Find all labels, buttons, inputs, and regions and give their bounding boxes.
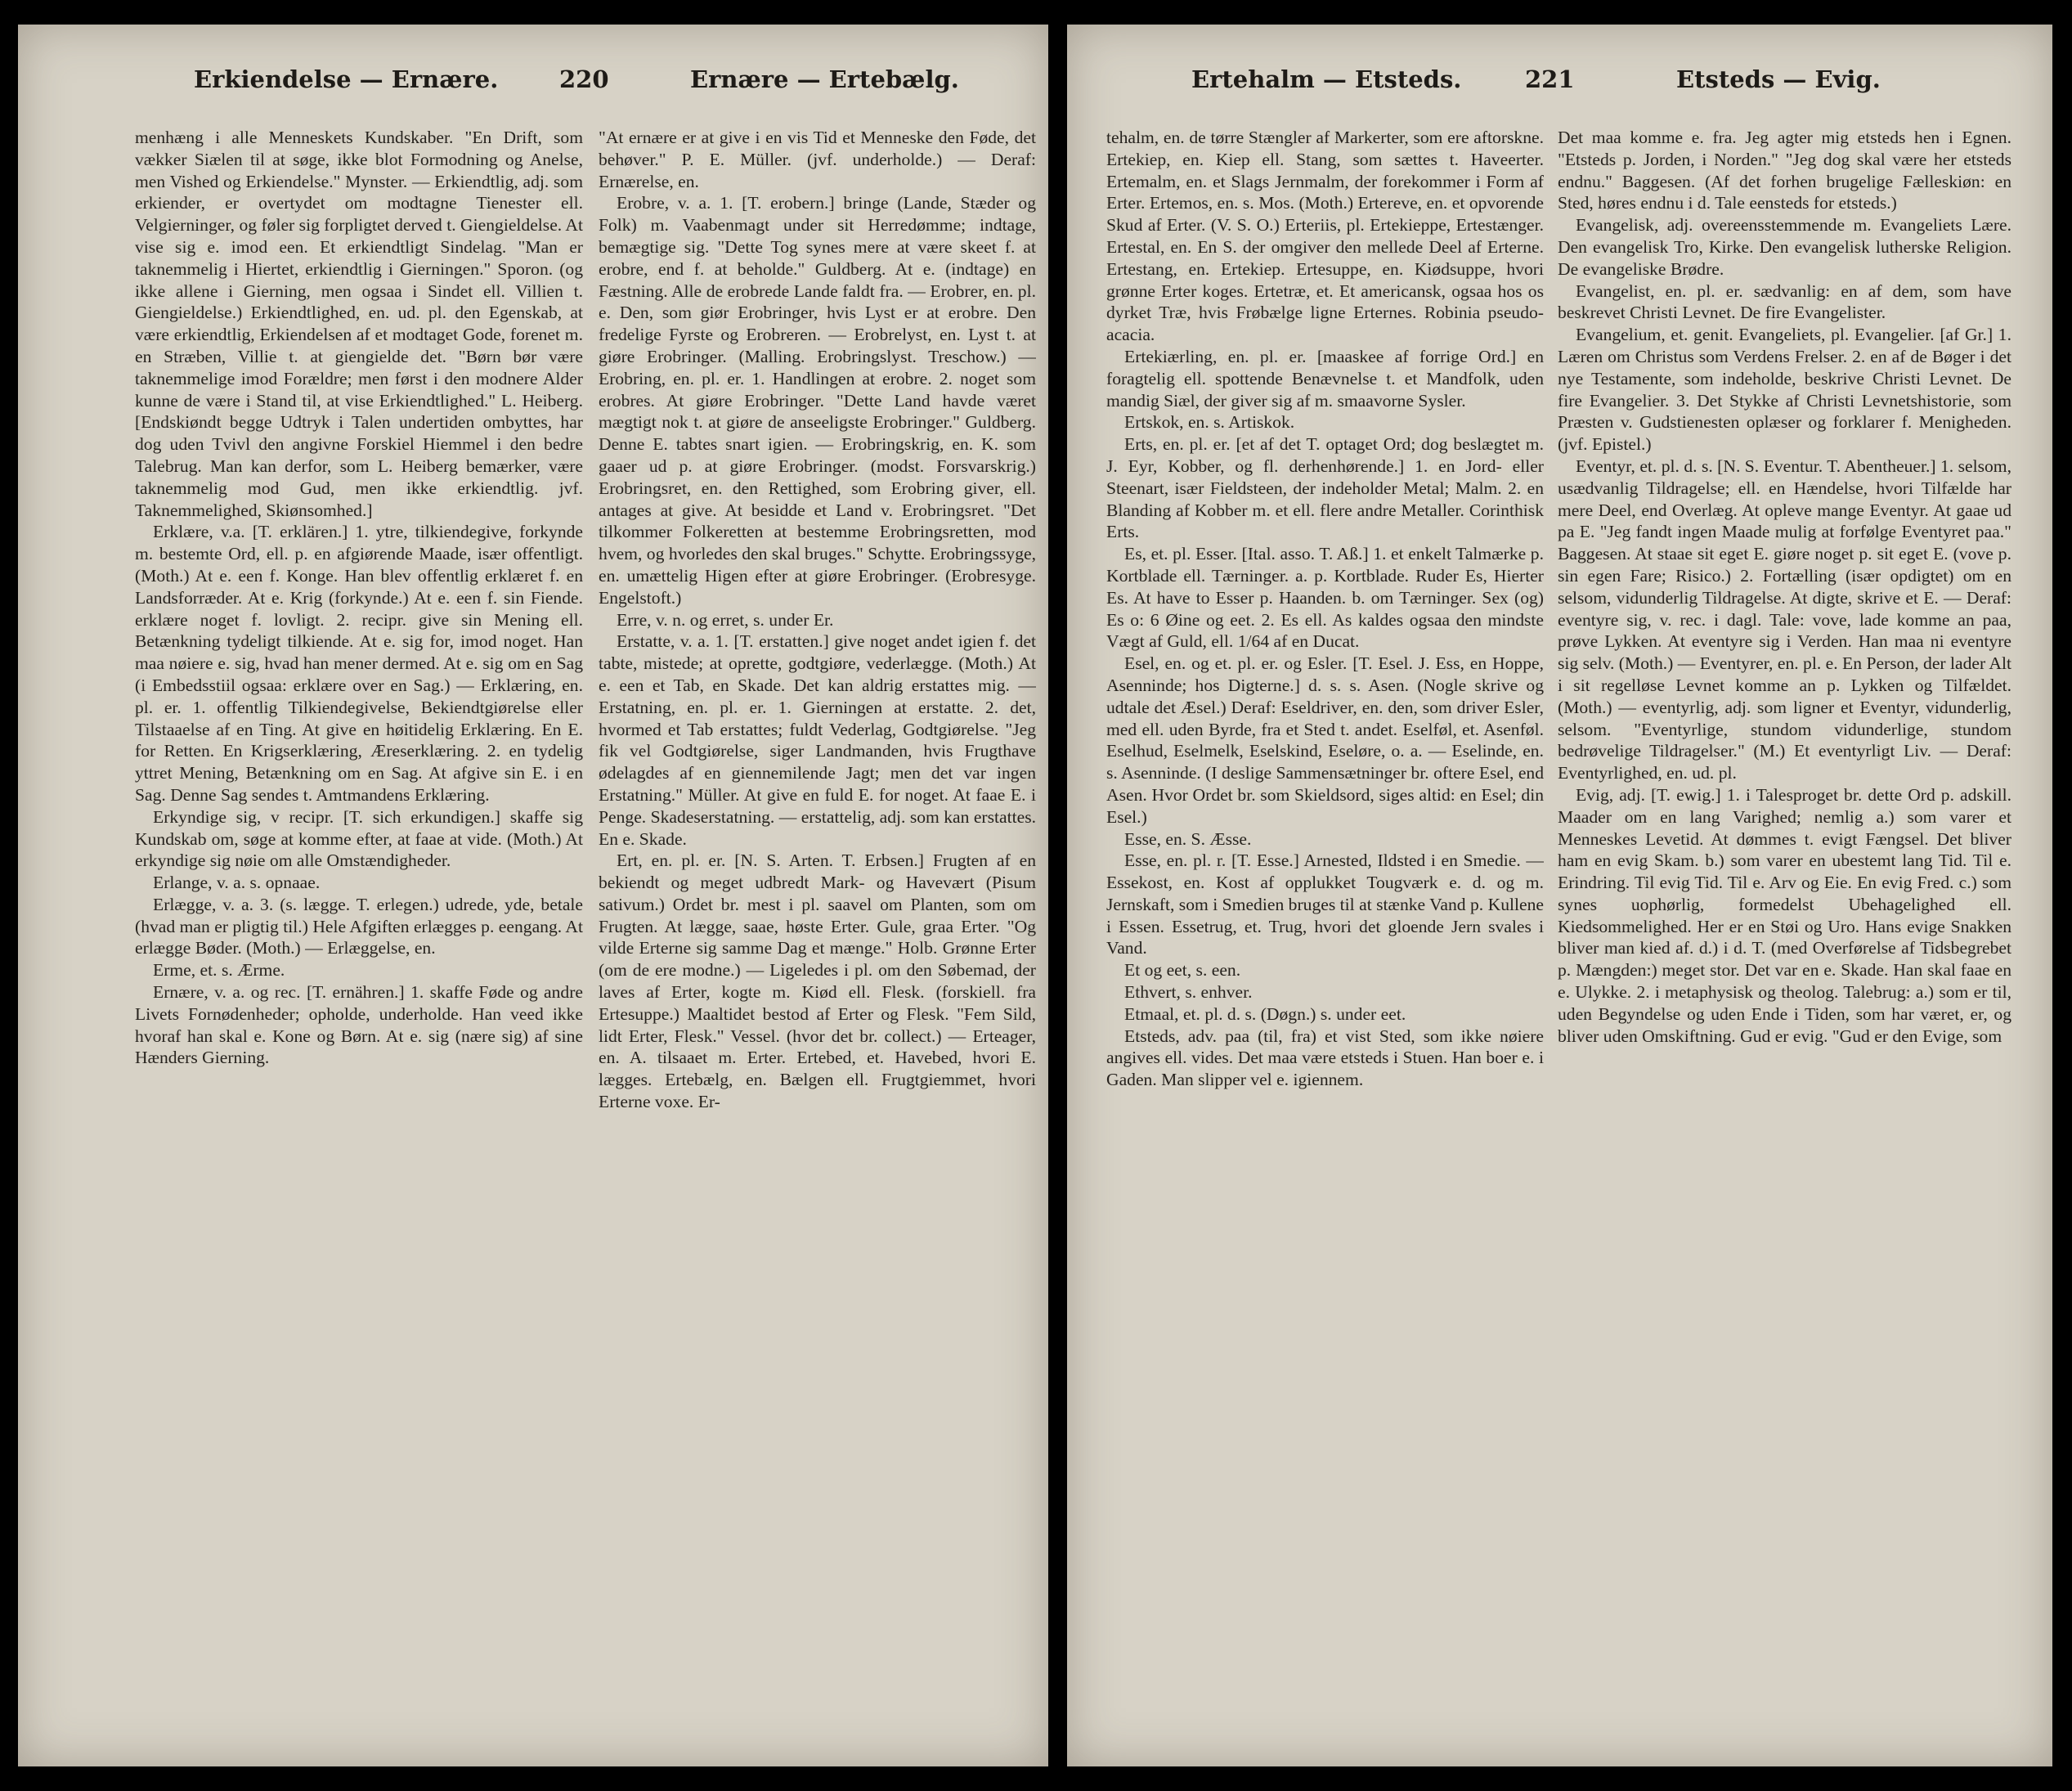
entry-paragraph: Det maa komme e. fra. Jeg agter mig etsteds hen i Egnen. "Etsteds p. Jorden, i Norden." "Jeg dog skal være her etsteds endnu." Baggesen. (Af det forhen brugelige Fælleskiøn: en Sted, høres endnu i d. Tale eensteds for etsteds.) bbox=[1558, 128, 2011, 213]
right-guide-word: Ernære — Ertebælg. bbox=[690, 65, 959, 93]
entry-paragraph: Erlægge, v. a. 3. (s. lægge. T. erlegen.) udrede, yde, betale (hvad man er pligtig til.) Hele Afgiften erlægges p. eengang. At erlægge Bøder. (Moth.) — Erlæggelse, en. bbox=[135, 894, 583, 958]
entry-paragraph: Erstatte, v. a. 1. [T. erstatten.] give noget andet igien f. det tabte, mistede; at oprette, godtgiøre, vederlægge. (Moth.) At e. een et Tab, en Skade. Det kan aldrig erstattes mig. — Erstatning, en. pl. er. 1. Gierningen at erstatte. 2. det, hvormed et Tab erstattes; fuldt Vederlag, Godtgiørelse. "Jeg fik vel Godtgiørelse, siger Landmanden, hvis Frugthave ødelagdes af en giennemilende Jagt; men det var ingen Erstatning." Müller. At give en fuld E. for noget. At faae E. i Penge. Skadeserstatning. — erstattelig, adj. som kan erstattes. En e. Skade. bbox=[599, 631, 1036, 849]
right-guide-word: Etsteds — Evig. bbox=[1676, 65, 1881, 93]
entry-paragraph: Evig, adj. [T. ewig.] 1. i Talesproget br. dette Ord p. adskill. Maader om en lang Varighed; nemlig a.) som varer et Menneskes Levetid. At dømmes t. evigt Fængsel. Det bliver ham en evig Skam. b.) som varer en ubestemt lang Tid. Til e. Erindring. Til evig Tid. Til e. Arv og Eie. En evig Fred. c.) som synes uophørlig, formedelst Ubehagelighed ell. Kiedsommelighed. Her er en Støi og Uro. Hans evige Snakken bliver man kied af. d.) i d. T. (med Overførelse af Tidsbegrebet p. Mængden:) meget stor. Det var en e. Skade. Han skal faae en e. Ulykke. 2. i metaphysisk og theolog. Talebrug: a.) som er til, uden Begyndelse og uden Ende i Tiden, som har været, er, og bliver uden Omskiftning. Gud er evig. "Gud er den Evige, som bbox=[1558, 784, 2011, 1046]
entry-paragraph: tehalm, en. de tørre Stængler af Markerter, som ere aftorsknе. Ertekiep, en. Kiep ell. Stang, som sættes t. Haveerter. Ertemalm, en. et Slags Jernmalm, der forekommer i Form af Erter. Ertemos, en. s. Mos. (Moth.) Ertereve, en. et opvorende Skud af Erter. (V. S. O.) Erteriis, pl. Ertekieppe, Ertestænger. Ertestal, en. En S. der omgiver den mellede Deel af Erterne. Ertestang, en. Ertekiep. Ertesuppe, en. Kiødsuppe, hvori grønne Erter koges. Ertetræ, et. Et americansk, ogsaa hos os dyrket Træ, hvis Frøbælge ligne Erternes. Robinia pseudo-acacia. bbox=[1106, 128, 1544, 345]
entry-paragraph: Erkyndige sig, v recipr. [T. sich erkundigen.] skaffe sig Kundskab om, søge at komme efter, at faae at vide. (Moth.) At erkyndige sig nøie om alle Omstændigheder. bbox=[135, 806, 583, 871]
entry-paragraph: Ethvert, s. enhver. bbox=[1124, 982, 1253, 1003]
entry-paragraph: Es, et. pl. Esser. [Ital. asso. T. Aß.] 1. et enkelt Talmærke p. Kortblade ell. Tærninger. a. p. Kortblade. Ruder Es, Hierter Es. At have to Esser p. Haanden. b. om Tærninger. Sex (og) Es o: 6 Øine og eet. 2. Es ell. As kaldes ogsaa den mindste Vægt af Guld, ell. 1/64 af en Ducat. bbox=[1106, 544, 1544, 652]
entry-paragraph: Ertskok, en. s. Artiskok. bbox=[1124, 412, 1295, 433]
right-column-2 bbox=[1558, 127, 2011, 1746]
entry-paragraph: Eventyr, et. pl. d. s. [N. S. Eventur. T. Abentheuer.] 1. selsom, usædvanlig Tildragelse; ell. en Hændelse, hvori Tilfælde har mere Deel, end Overlæg. At opleve mange Eventyr. At gaae ud pa E. "Jeg fandt ingen Maade mulig at forfølge Eventyret paa." Baggesen. At staae sit eget E. giøre noget p. sit eget E. (vove p. sin egen Fare; Risico.) 2. Fortælling (især opdigtet) om en selsom, vidunderlig Tildragelse. At digte, skrive et E. — Deraf: eventyre sig, v. rec. i dagl. Tale: vove, lade komme an paa, prøve Lykken. At eventyre sig i Verden. Han maa ni eventyre sig selv. (Moth.) — Eventyrer, en. pl. e. En Person, der lader Alt i sit regelløse Levnet komme an p. Lykken og Tilfældet. (Moth.) — eventyrlig, adj. som ligner et Eventyr, vidunderlig, selsom. "Eventyrlige, stundom vidunderlige, stundom bedrøvelige Tildragelser." (M.) Et eventyrligt Liv. — Deraf: Eventyrlighed, en. ud. pl. bbox=[1558, 456, 2011, 783]
entry-paragraph: menhæng i alle Menneskets Kundskaber. "En Drift, som vækker Siælen til at søge, ikke blot Formodning og Anelse, men Vished og Erkiendelse." Mynster. — Erkiendtlig, adj. som erkiender, er overtydet om modtagne Tienester ell. Velgierninger, og føler sig forpligtet derved t. Giengieldelse. At vise sig e. imod een. Et erkiendtligt Sindelag. "Man er taknemmelig i Hiertet, erkiendtlig i Gierningen." Sporon. (og ikke allene i Gierning, men ogsaa i Sindet ell. Villien t. Giengieldelse.) Erkiendtlighed, en. ud. pl. den Egenskab, at være erkiendtlig, Erkiendelsen af et modtaget Gode, forenet m. en Stræben, Villie t. at giengielde det. "Børn bør være taknemmelige imod Forældre; men først i den modnere Alder kunne de være i Stand til, at vise Erkiendtlighed." L. Heiberg. [Endskiøndt begge Udtryk i Talen undertiden ombyttes, har dog uden Tvivl den angivne Forskiel Hiemmel i den bedre Talebrug. Man kan derfor, som L. Heiberg bemærker, være taknemmelig mod Gud, men ikke erkiendtlig. jvf. Taknemmelighed, Skiønsomhed.] bbox=[135, 128, 583, 520]
entry-paragraph: Etsteds, adv. paa (til, fra) et vist Sted, som ikke nøiere angives ell. vides. Det maa være etsteds i Stuen. Han boer e. i Gaden. Man slipper vel e. igiennem. bbox=[1106, 1026, 1544, 1090]
entry-paragraph: Ertekiærling, en. pl. er. [maaskee af forrige Ord.] en foragtelig ell. spottende Benævnelse t. et Mandfolk, uden mandig Siæl, der giver sig af m. smaavorne Sysler. bbox=[1106, 346, 1544, 411]
entry-paragraph: Esel, en. og et. pl. er. og Esler. [T. Esel. J. Ess, en Hoppe, Asenninde; hos Digterne.] d. s. s. Asen. (Nogle skrive og udtale det Æsel.) Deraf: Eseldriver, en. den, som driver Esler, med ell. uden Byrde, fra et Sted t. andet. Eselføl, et. Asenføl. Eselhud, Eselmelk, Eselskind, Eseløre, o. a. — Eselinde, en. s. Asenninde. (I deslige Sammensætninger br. oftere Esel, end Asen. Hvor Ordet br. som Skieldsord, siges altid: en Esel; din Esel.) bbox=[1106, 653, 1544, 827]
entry-paragraph: Erme, et. s. Ærme. bbox=[153, 960, 285, 981]
entry-paragraph: "At ernære er at give i en vis Tid et Menneske den Føde, det behøver." P. E. Müller. (jvf. underholde.) — Deraf: Ernærelse, en. bbox=[599, 128, 1036, 191]
entry-paragraph: Erre, v. n. og erret, s. under Er. bbox=[617, 609, 834, 630]
entry-paragraph: Evangelisk, adj. overeensstemmende m. Evangeliets Lære. Den evangelisk Tro, Kirke. Den evangelisk lutherske Religion. De evangeliske Brødre. bbox=[1558, 215, 2011, 279]
right-column-1 bbox=[1106, 127, 1544, 1746]
left-column-2 bbox=[599, 127, 1036, 1746]
entry-paragraph: Ert, en. pl. er. [N. S. Arten. T. Erbsen.] Frugten af en bekiendt og meget udbredt Mark- og Havevært (Pisum sativum.) Ordet br. mest i pl. saavel om Planten, som om Frugten. At lægge, saae, høste Erter. Gule, graa Erter. "Og vilde Erterne sig samme Dag et mænge." Holb. Grønne Erter (om de ere modne.) — Ligeledes i pl. om den Søbemad, der laves af Erter, kogte m. Kiød ell. Flesk. (forskiell. fra Ertesuppe.) Maaltidet bestod af Erter og Flesk. "Fem Sild, lidt Erter, Flesk." Vessel. (hvor det br. collect.) — Erteager, en. A. tilsaaet m. Erter. Ertebed, et. Havebed, hvori E. lægges. Ertebælg, en. Bælgen ell. Frugtgiemmet, hvori Erterne voxe. Er- bbox=[599, 851, 1036, 1112]
entry-paragraph: Erlange, v. a. s. opnaae. bbox=[153, 873, 321, 893]
entry-paragraph: Erklære, v.a. [T. erklären.] 1. ytre, tilkiendegive, forkynde m. bestemte Ord, ell. p. en afgiørende Maade, især offentligt. (Moth.) At e. een f. Konge. Han blev offentlig erklæret f. en Landsforræder. At e. Krig (forkynde.) At e. een f. sin Fiende. erklære noget f. lovligt. 2. recipr. give sin Mening ell. Betænkning tydeligt tilkiende. At e. sig for, imod noget. Han maa nøiere e. sig, hvad han mener dermed. At e. sig om en Sag (i Embedsstiil ogsaa: erklære over en Sag.) — Erklæring, en. pl. er. 1. offentlig Tilkiendegivelse, Bekiendtgiørelse eller Tilstaaelse af en Ting. At give en høitidelig Erklæring. En E. for Retten. En Krigserklæring, Æreserklæring. 2. en tydelig yttret Mening, Betænkning om en Sag. At afgive sin E. i en Sag. Denne Sag sendes t. Amtmandens Erklæring. bbox=[135, 522, 583, 805]
left-column-1 bbox=[135, 127, 583, 1746]
entry-paragraph: Evangelium, et. genit. Evangeliets, pl. Evangelier. [af Gr.] 1. Læren om Christus som Verdens Frelser. 2. en af de Bøger i det nye Testamente, som indeholde, beskrive Christi Levnet. De fire Evangelier. 3. Det Stykke af Christi Levnetshistorie, som Præsten v. Gudstienesten oplæser og forklarer f. Menigheden. (jvf. Epistel.) bbox=[1558, 325, 2011, 455]
entry-paragraph: Esse, en. S. Æsse. bbox=[1124, 828, 1252, 849]
entry-paragraph: Et og eet, s. een. bbox=[1124, 960, 1241, 981]
right-running-head bbox=[1067, 65, 2052, 114]
entry-paragraph: Esse, en. pl. r. [T. Esse.] Arnested, Ildsted i en Smedie. — Essekost, en. Kost af opplukket Tougværk e. d. og m. Jernskaft, som i Smedien bruges til at stænke Vand p. Kullene i Essen. Essetrug, et. Trug, hvori det gloende Jern svales i Vand. bbox=[1106, 851, 1544, 958]
left-running-head bbox=[18, 65, 1048, 114]
entry-paragraph: Evangelist, en. pl. er. sædvanlig: en af dem, som have beskrevet Christi Levnet. De fire Evangelister. bbox=[1558, 281, 2011, 323]
left-page bbox=[18, 25, 1048, 1766]
page-number: 221 bbox=[1525, 65, 1575, 93]
entry-paragraph: Erobre, v. a. 1. [T. erobern.] bringe (Lande, Stæder og Folk) m. Vaabenmagt under sit Herredømme; indtage, bemægtige sig. "Dette Tog synes mere at være skeet f. at erobre, end f. at beholde." Guldberg. At e. (indtage) en Fæstning. Alle de erobrede Lande faldt fra. — Erobrer, en. pl. e. Den, som giør Erobringer, hvis Lyst er at erobre. Den fredelige Fyrste og Erobreren. — Erobrelyst, en. Lyst t. at giøre Erobringer. (Malling. Erobringslyst. Treschow.) — Erobring, en. pl. er. 1. Handlingen at erobre. 2. noget som erobres. At giøre Erobringer. "Dette Land havde været mægtigt nok t. at giøre de anseeligste Erobringer." Guldberg. Denne E. tabtes snart igien. — Erobringskrig, en. K. som gaaer ud p. at giøre Erobringer. (modst. Forsvarskrig.) Erobringsret, en. den Rettighed, som Erobring giver, ell. antages at give. At besidde et Land v. Erobringsret. "Det tilkommer Folkeretten at bestemme Erobringsretten, mod hvem, og hvorledes den skal bruges." Schytte. Erobringssyge, en. umættelig Higen efter at giøre Erobringer. (Erobresyge. Engelstoft.) bbox=[599, 193, 1036, 608]
left-guide-word: Ertehalm — Etsteds. bbox=[1191, 65, 1462, 93]
entry-paragraph: Ernære, v. a. og rec. [T. ernähren.] 1. skaffe Føde og andre Livets Fornødenheder; opholde, underholde. Han veed ikke hvoraf han skal e. Kone og Børn. At e. sig (nære sig) af sine Hænders Gierning. bbox=[135, 982, 583, 1068]
left-guide-word: Erkiendelse — Ernære. bbox=[194, 65, 499, 93]
entry-paragraph: Erts, en. pl. er. [et af det T. optaget Ord; dog beslægtet m. J. Eyr, Kobber, og fl. derhenhørende.] 1. en Jord- eller Steenart, især Fieldsteen, der indeholder Metal; Malm. 2. en Blanding af Kobber m. et ell. flere andre Metaller. Corinthisk Erts. bbox=[1106, 434, 1544, 542]
page-number: 220 bbox=[559, 65, 609, 93]
entry-paragraph: Etmaal, et. pl. d. s. (Døgn.) s. under eet. bbox=[1124, 1003, 1406, 1024]
right-page bbox=[1067, 25, 2052, 1766]
